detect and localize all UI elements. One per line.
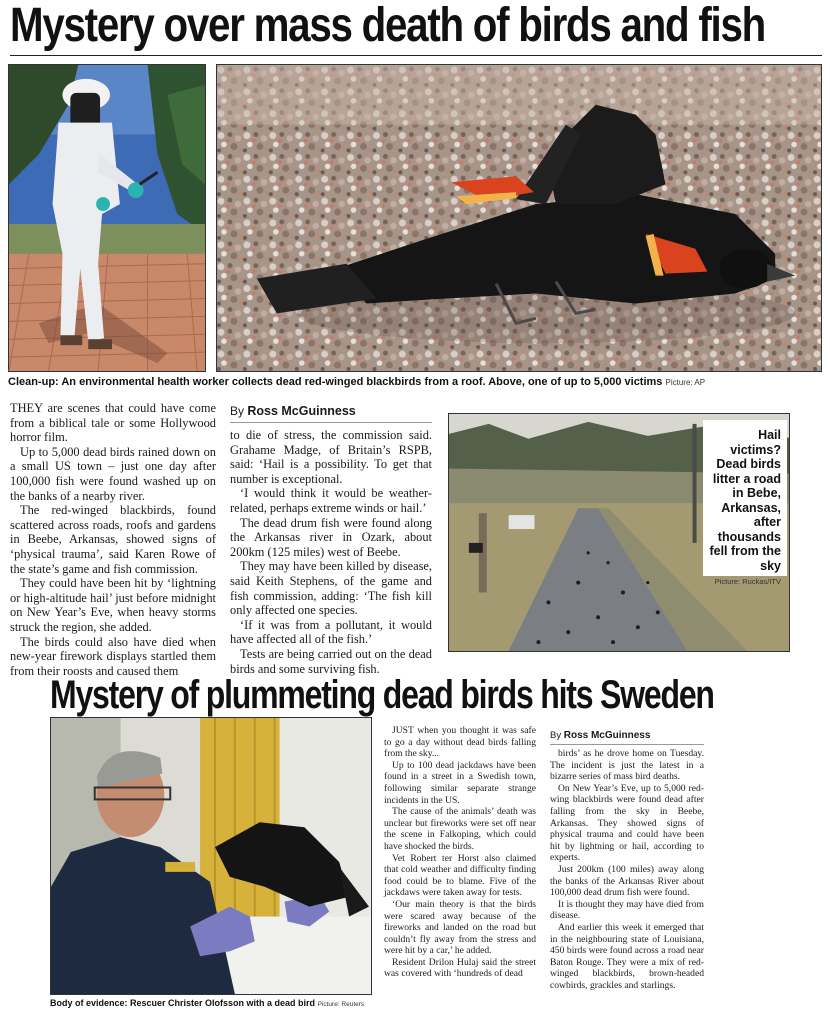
byline-author: Ross McGuinness bbox=[247, 404, 356, 418]
byline-rule bbox=[230, 422, 432, 423]
secondary-headline: Mystery of plummeting dead birds hits Sweden bbox=[50, 673, 714, 717]
caption-text: Clean-up: An environmental health worker collects dead red-winged blackbirds from a roof. Above, one of up to 5,000 victims bbox=[8, 376, 663, 388]
paragraph: ‘If it was from a pollutant, it would have affected all of the fish.’ bbox=[230, 617, 432, 647]
photo-caption-top bbox=[8, 376, 705, 388]
paragraph: Vet Robert ter Horst also claimed that cold weather and difficulty finding food could be to blame. Five of the jackdaws were taken away for tests. bbox=[384, 852, 536, 899]
caption-credit: Picture: AP bbox=[665, 378, 706, 387]
paragraph: ‘I would think it would be weather-related, perhaps extreme winds or hail.’ bbox=[230, 486, 432, 515]
road-caption-credit: Picture: Ruckas/ITV bbox=[714, 577, 781, 586]
paragraph: JUST when you thought it was safe to go a day without dead birds falling from the sky... bbox=[384, 725, 536, 760]
caption-credit: Picture: Reuters bbox=[317, 1001, 365, 1008]
paragraph: And earlier this week it emerged that in the neighbouring state of Louisiana, 450 birds were found across a road near Baton Rouge. They were a mix of red-winged blackbirds, brown-headed cowbirds, grackles and starlings. bbox=[550, 921, 704, 991]
paragraph: ‘Our main theory is that the birds were scared away because of the fireworks and landed on the road but couldn’t fly away from the stress and were hit by a car,’ he added. bbox=[384, 898, 536, 957]
paragraph: The birds could also have died when new-year firework displays startled them from their roosts and caused them bbox=[10, 634, 216, 678]
top-story-column-1 bbox=[10, 401, 216, 678]
paragraph: The cause of the animals’ death was unclear but fireworks were set off near the scene in Falkoping, which could have shocked the birds. bbox=[384, 806, 536, 852]
main-headline: Mystery over mass death of birds and fish bbox=[10, 0, 765, 52]
photo-rescuer bbox=[50, 717, 372, 995]
byline bbox=[230, 404, 356, 418]
byline-sweden bbox=[550, 730, 650, 741]
sweden-story-column-2 bbox=[550, 748, 704, 991]
byline-rule bbox=[550, 744, 704, 745]
paragraph: Up to 100 dead jackdaws have been found in a street in a Swedish town, following similar separate strange incidents in the US. bbox=[384, 759, 536, 806]
paragraph: Resident Drilon Hulaj said the street was covered with ‘hundreds of dead bbox=[384, 956, 536, 980]
photo-dead-blackbird bbox=[216, 64, 822, 372]
byline-author: Ross McGuinness bbox=[563, 730, 651, 741]
paragraph: Tests are being carried out on the dead birds and some surviving fish. bbox=[230, 646, 432, 676]
paragraph: It is thought they may have died from disease. bbox=[550, 898, 704, 922]
paragraph: Up to 5,000 dead birds rained down on a small US town – just one day after 100,000 fish were found washed up on the banks of a nearby river. bbox=[10, 444, 216, 503]
paragraph: The dead drum fish were found along the Arkansas river in Ozark, about 200km (125 miles) west of Beebe. bbox=[230, 515, 432, 559]
headline-rule bbox=[10, 55, 822, 56]
top-story-column-2 bbox=[230, 428, 432, 676]
caption-text: Body of evidence: Rescuer Christer Olofsson with a dead bird bbox=[50, 998, 316, 1008]
photo-caption-sweden bbox=[50, 998, 364, 1008]
paragraph: The red-winged blackbirds, found scattered across roads, roofs and gardens in Beebe, Arkansas, showed signs of ‘physical trauma’, said Karen Rowe of the state’s game and fish commission. bbox=[10, 503, 216, 576]
byline-prefix: By bbox=[230, 404, 245, 418]
byline-prefix: By bbox=[550, 730, 562, 741]
paragraph: On New Year’s Eve, up to 5,000 red-wing blackbirds were found dead after falling from the sky in Beebe, Arkansas. They showed signs of physical trauma and could have been hit by lightning or hail, according to experts. bbox=[550, 782, 704, 864]
paragraph: They may have been killed by disease, said Keith Stephens, of the game and fish commission, adding: ‘The fish kill only affected one species. bbox=[230, 559, 432, 618]
sweden-story-column-1 bbox=[384, 725, 536, 995]
photo-health-worker bbox=[8, 64, 206, 372]
road-photo-caption bbox=[703, 420, 787, 586]
paragraph: Just 200km (100 miles) away along the banks of the Arkansas River about 100,000 dead drum fish were found. bbox=[550, 863, 704, 899]
paragraph: THEY are scenes that could have come from a biblical tale or some Hollywood horror film. bbox=[10, 401, 216, 445]
paragraph: They could have been hit by ‘lightning or high-altitude hail’ just before midnight on New Year’s Eve, when heavy storms struck the region, she added. bbox=[10, 576, 216, 634]
paragraph: to die of stress, the commission said. Grahame Madge, of Britain’s RSPB, said: ‘Hail is a possibility. To get that number is exceptional. bbox=[230, 428, 432, 486]
road-caption-text: Hail victims? Dead birds litter a road in Bebe, Arkansas, after thousands fell from the sky bbox=[709, 428, 781, 573]
paragraph: birds’ as he drove home on Tuesday. The incident is just the latest in a bizarre series of mass bird deaths. bbox=[550, 748, 704, 783]
